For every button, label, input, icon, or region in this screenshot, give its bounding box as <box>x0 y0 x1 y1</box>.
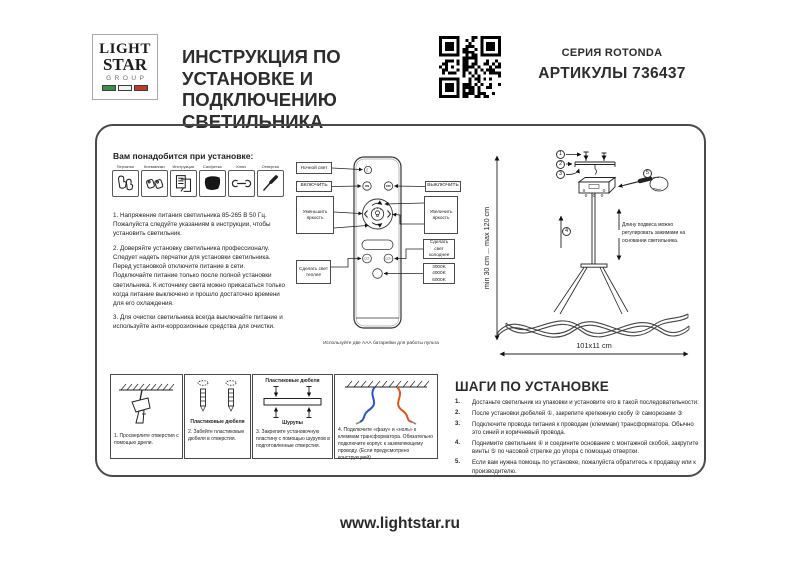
qr-code <box>439 36 501 98</box>
callout-dim: Уменьшить яркость <box>296 196 334 234</box>
tools-row <box>112 164 286 197</box>
page-title-line1: ИНСТРУКЦИЯ ПО УСТАНОВКЕ И <box>182 46 341 89</box>
marker-3: 3 <box>556 170 565 179</box>
callout-brighten: Увеличить яркость <box>424 196 458 234</box>
kelvin-cycle-button <box>373 269 383 279</box>
steps-list <box>455 399 703 479</box>
drill-bit <box>140 390 142 400</box>
moon-icon: ☾ <box>365 168 371 174</box>
width-dimension-label: 101x11 cm <box>576 341 612 350</box>
install-panel-1 <box>110 374 183 459</box>
marker-5: 5 <box>643 169 652 178</box>
logo-line1: LIGHT <box>99 41 151 57</box>
articles-label: АРТИКУЛЫ 736437 <box>538 65 686 82</box>
marker-2: 2 <box>556 160 565 169</box>
tool-screwdriver: Отвертка <box>257 164 284 197</box>
remote-battery-caption: Используйте две ААА батарейки для работы пульта <box>323 341 439 346</box>
screwdriver-icon <box>260 173 281 194</box>
safety-note-1: 1. Напряжение питания светильника 85-265 В 50 Гц. Пожалуйста следуйте указаниям в инструкции, чтобы установить светильник. <box>113 212 271 238</box>
dowels-art <box>185 378 250 418</box>
logo-line2: STAR <box>102 55 148 74</box>
panel2-label: Пластиковые дюбеля <box>190 419 245 425</box>
panel3-label-bottom: Шурупы <box>282 420 303 426</box>
svg-text:CCT+: CCT+ <box>385 257 392 261</box>
install-panel-2 <box>184 374 251 459</box>
tool-gloves: Перчатки <box>112 164 139 197</box>
panel1-caption: 1. Просверлите отверстия с помощью дрели. <box>114 433 179 446</box>
marker-1: 1 <box>556 150 565 159</box>
safety-note-2: 2. Доверяйте установку светильника профессионалу. Следует надеть перчатки для установки светильника. Перед установкой отключите питание в сети. Подключайте питание только после полной установки светильника. К источнику света можно прикасаться только когда питание выключено и прошло достаточно времени для его охлаждения. <box>113 245 285 307</box>
svg-text:ON: ON <box>364 184 370 189</box>
marker-4: 4 <box>562 227 571 236</box>
tool-terminal: Клеммники <box>141 164 168 197</box>
logo-line3: GROUP <box>106 75 148 82</box>
steps-heading: ШАГИ ПО УСТАНОВКЕ <box>455 379 609 394</box>
callout-turn-on: ВКЛЮЧИТЬ <box>296 181 332 192</box>
svg-text:OFF: OFF <box>385 185 392 189</box>
gloves-icon <box>115 173 136 194</box>
brightness-center-button <box>371 208 383 220</box>
svg-text:CCT-: CCT- <box>364 257 370 261</box>
remote-diagram <box>288 148 474 356</box>
italian-flag-icon <box>102 85 148 91</box>
wires-art <box>335 377 437 425</box>
step-item-2: 2. После установки дюбелей ①, закрепите крепежную скобу ② саморезами ③ <box>455 409 683 417</box>
lamp-diagram <box>482 136 704 368</box>
callout-turn-off: ВЫКЛЮЧИТЬ <box>425 181 461 192</box>
tool-wrench: Ключ <box>228 164 255 197</box>
series-block <box>528 47 696 83</box>
orange-wire <box>397 387 412 422</box>
step-item-5: 5. Если вам нужна помощь по установке, пожалуйста обратитесь к продавцу или к производителю. <box>455 459 696 475</box>
tool-instruction: Инструкция <box>170 164 197 197</box>
tool-napkin: Салфетка <box>199 164 226 197</box>
height-dimension-label: min 30 cm ... max 120 cm <box>482 206 491 290</box>
instruction-icon <box>173 173 194 194</box>
install-panel-3 <box>252 374 333 459</box>
panel3-label-top: Пластиковые дюбеля <box>265 378 320 384</box>
step-item-3: 3. Подключите провода питания к проводам (клеммам) трансформатора. Обычно это синий и коричневый провода. <box>455 420 694 437</box>
callout-night-light: Ночной свет <box>296 162 332 174</box>
panel3-caption: 3. Закрепите установочную пластину с помощью шурупов в подготовленные отверстия. <box>256 429 330 449</box>
plate-screws-art <box>253 385 332 419</box>
callout-kelvin: 3000K 4000K 6000K <box>423 263 455 284</box>
panel4-caption: 4. Подключите «фазу» и «ноль» к клеммам трансформатора. Обязательно подключите корпус к заземляющему проводу. (Если предусмотрено конструкцией) <box>338 427 433 461</box>
series-label: СЕРИЯ ROTONDA <box>561 47 663 59</box>
napkin-icon <box>202 173 223 194</box>
step-item-4: 4. Поднимите светильник ④ и соедините основание с монтажной скобой, закрутите винты ⑤ по часовой стрелке до упора с помощью отвертки. <box>455 440 699 456</box>
safety-note-3: 3. Для очистки светильника всегда выключайте питание и используйте анти-коррозионные средства для очистки. <box>113 314 283 331</box>
terminal-icon <box>144 173 165 194</box>
blue-wire <box>360 387 375 422</box>
website-url: www.lightstar.ru <box>340 515 460 532</box>
step-item-1: 1. Достаньте светильник из упаковки и установите его в такой последовательности: <box>455 399 699 406</box>
panel2-caption: 2. Забейте пластиковые дюбеля в отверстия. <box>188 429 245 442</box>
page-title-line2: ПОДКЛЮЧЕНИЮ СВЕТИЛЬНИКА <box>182 89 337 132</box>
lightstar-logo <box>92 34 158 100</box>
install-panel-4 <box>334 374 438 459</box>
page-title <box>182 46 442 132</box>
drill-art <box>111 377 182 427</box>
wrench-icon <box>231 173 252 194</box>
blank-oval-button <box>362 240 393 250</box>
callout-cooler: Сделать свет холоднее <box>423 239 455 259</box>
tools-heading: Вам понадобится при установке: <box>113 151 254 161</box>
lamp-artwork <box>482 136 704 368</box>
suspension-adjust-note: Длину подвеса можно регулировать зажимами на основании светильника. <box>622 222 686 244</box>
callout-warmer: Сделать свет теплее <box>296 260 331 284</box>
